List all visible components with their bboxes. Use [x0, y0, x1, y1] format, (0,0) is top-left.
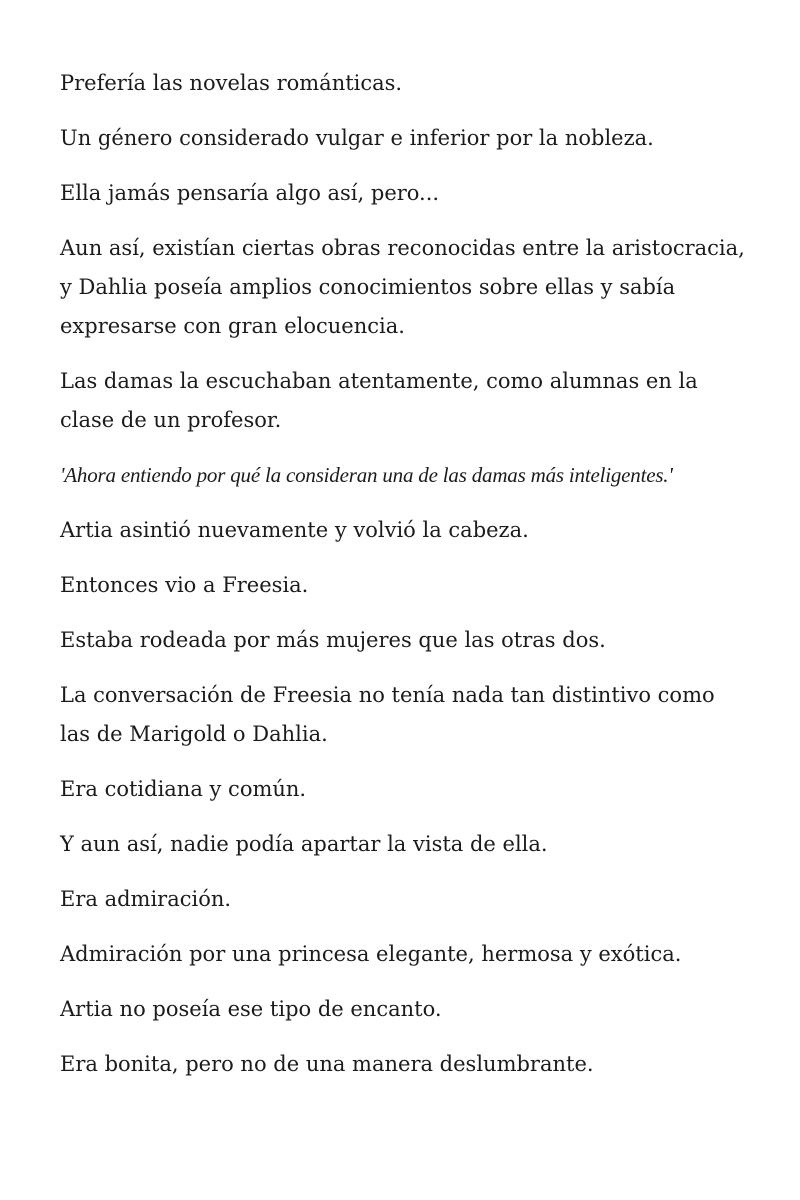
paragraph: La conversación de Freesia no tenía nada tan distintivo como las de Marigold o Dahlia. [60, 683, 715, 746]
paragraph: Artia no poseía ese tipo de encanto. [60, 997, 442, 1021]
document-body [60, 64, 750, 1100]
paragraph: Estaba rodeada por más mujeres que las otras dos. [60, 628, 606, 652]
paragraph: Artia asintió nuevamente y volvió la cabeza. [60, 518, 529, 542]
paragraph: Y aun así, nadie podía apartar la vista de ella. [60, 832, 548, 856]
paragraph: Aun así, existían ciertas obras reconocidas entre la aristocracia, y Dahlia poseía amplios conocimientos sobre ellas y sabía expresarse con gran elocuencia. [60, 236, 745, 338]
paragraph: Ella jamás pensaría algo así, pero... [60, 181, 440, 205]
paragraph: Prefería las novelas románticas. [60, 71, 403, 95]
paragraph: Era admiración. [60, 887, 232, 911]
paragraph: Era cotidiana y común. [60, 777, 307, 801]
paragraph: Admiración por una princesa elegante, hermosa y exótica. [60, 942, 682, 966]
paragraph: Las damas la escuchaban atentamente, como alumnas en la clase de un profesor. [60, 369, 698, 432]
paragraph: Entonces vio a Freesia. [60, 573, 309, 597]
paragraph: Un género considerado vulgar e inferior por la nobleza. [60, 126, 654, 150]
paragraph: Era bonita, pero no de una manera deslumbrante. [60, 1052, 594, 1076]
inner-thought-paragraph: 'Ahora entiendo por qué la consideran una de las damas más inteligentes.' [60, 463, 673, 487]
